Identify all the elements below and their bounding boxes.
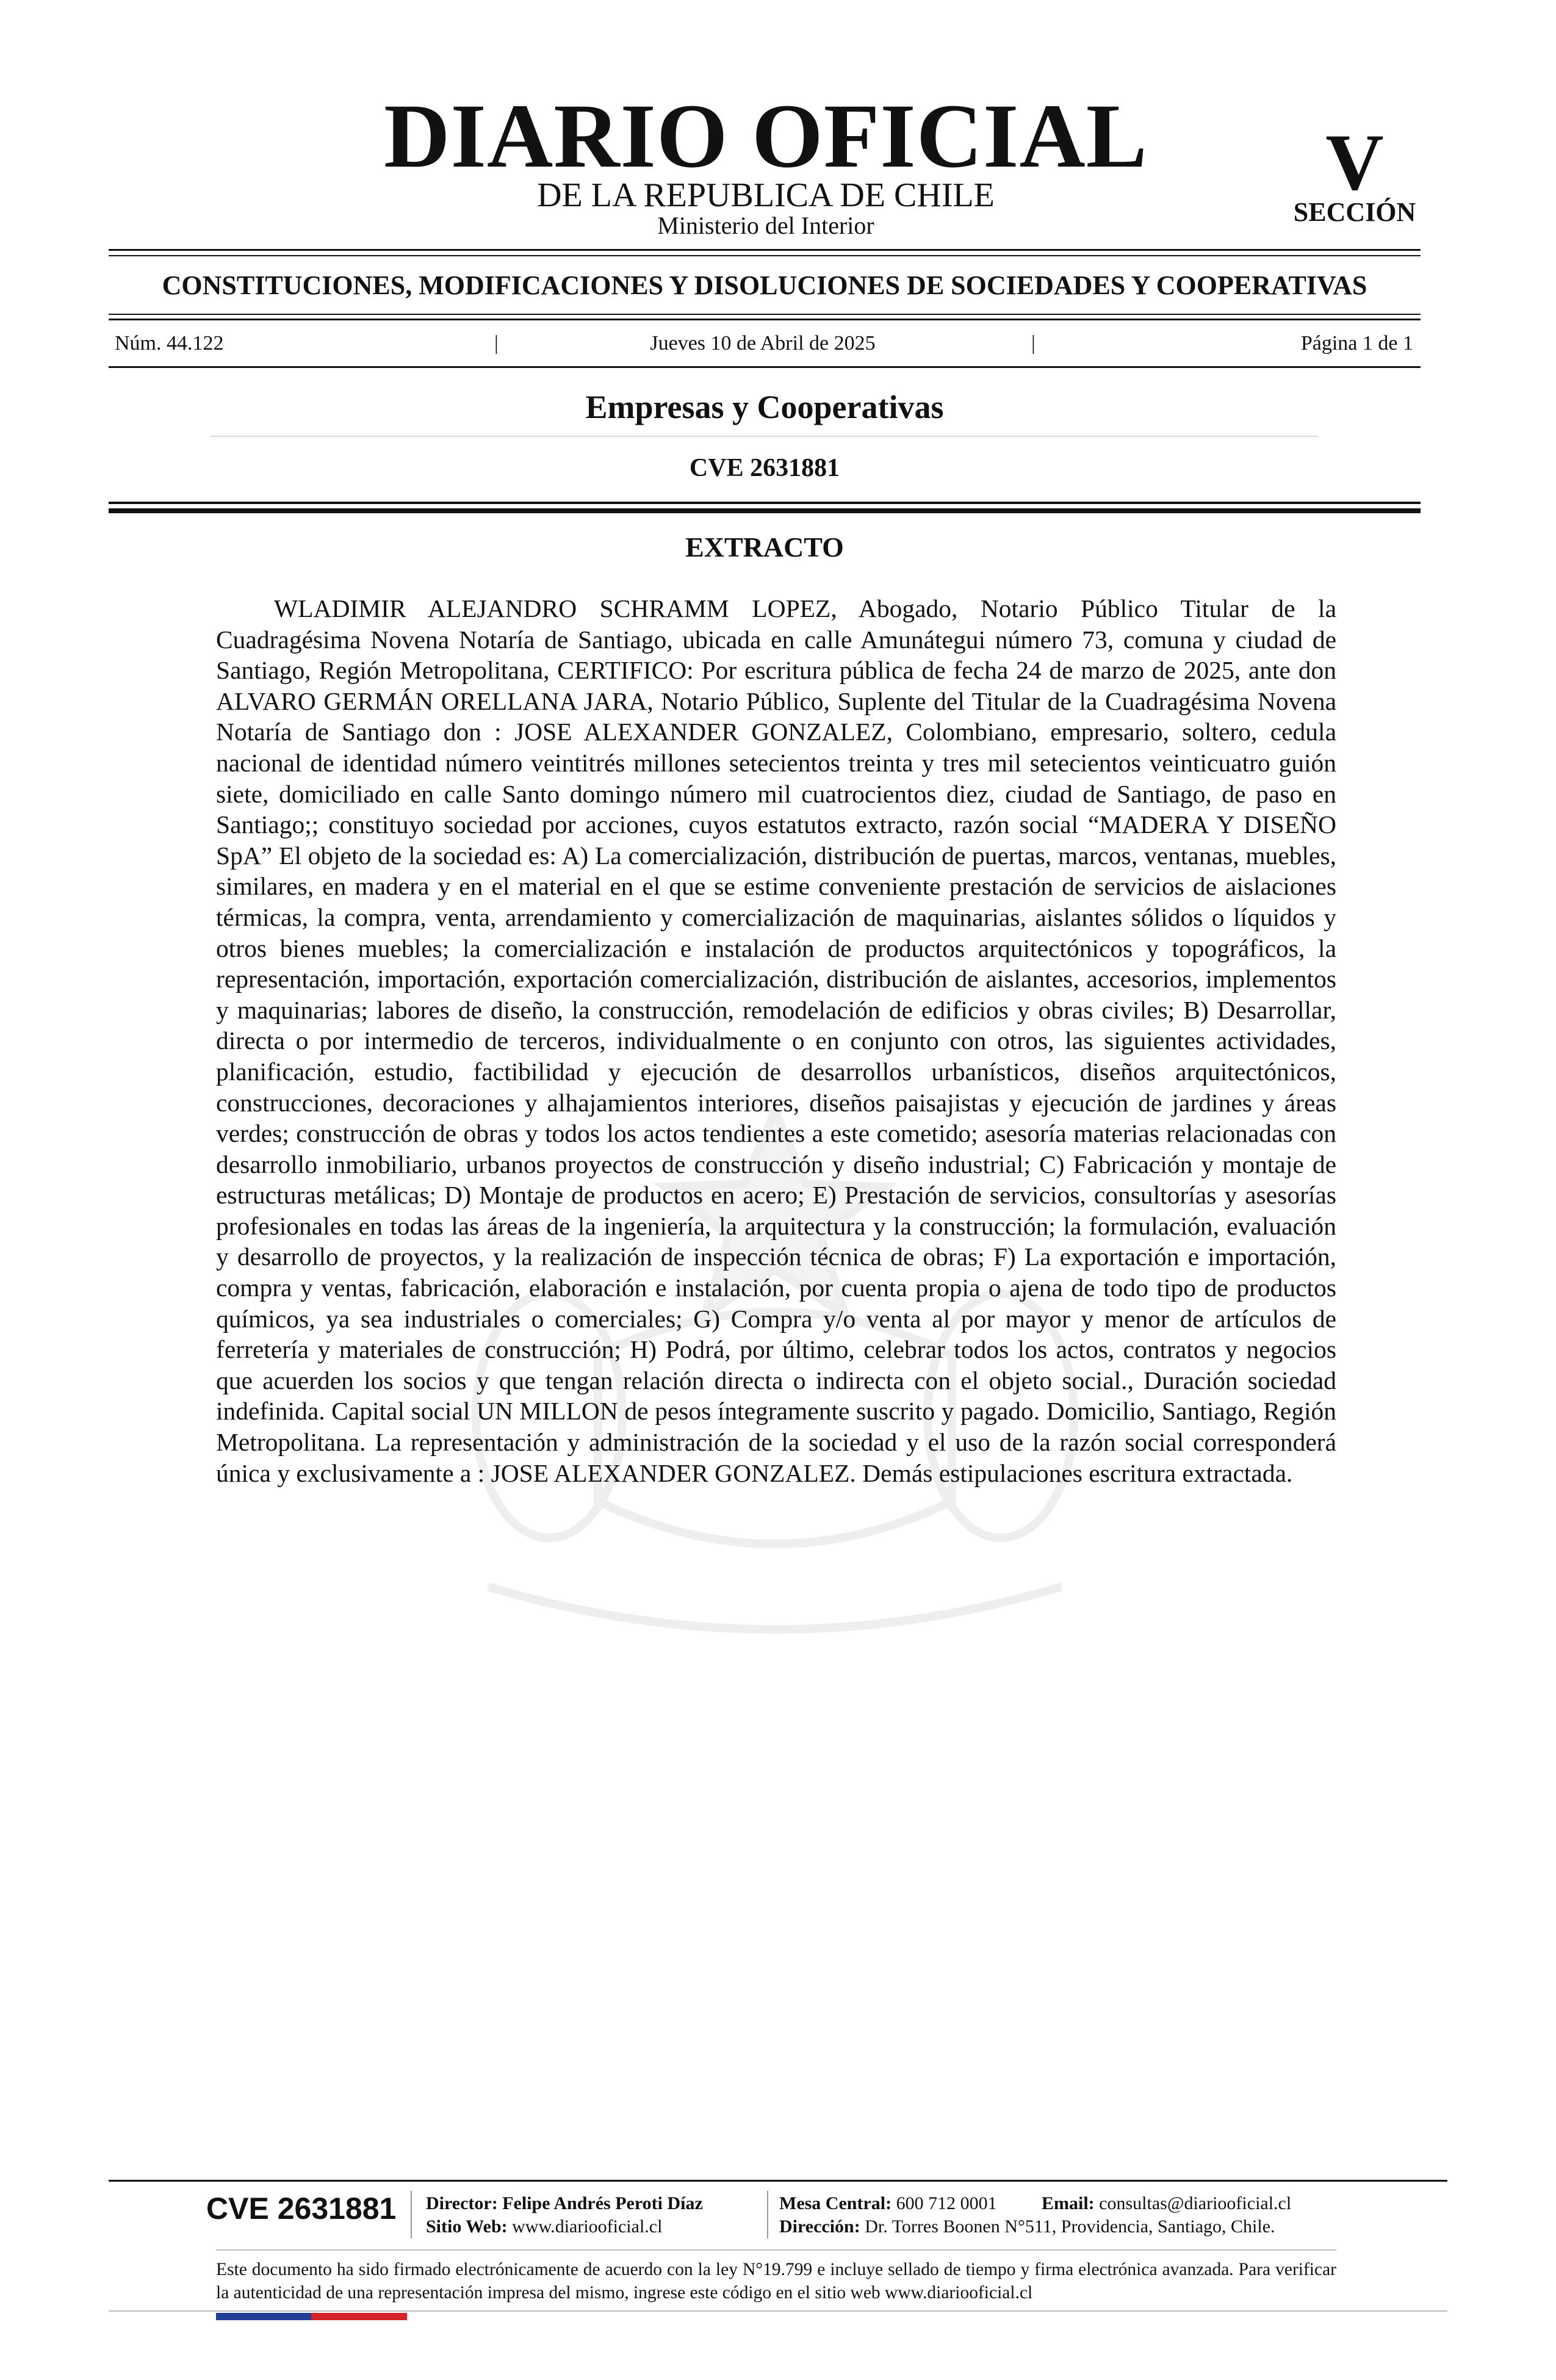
footer-phone [779,2194,997,2213]
email-label: Email: [1042,2193,1095,2213]
address-value: Dr. Torres Boonen N°511, Providencia, Santiago, Chile. [865,2216,1275,2237]
issue-number: Núm. 44.122 [115,332,224,355]
divider [109,508,1421,513]
issue-date: Jueves 10 de Abril de 2025 [650,332,876,355]
address-label: Dirección: [779,2216,860,2237]
section-letter: V [1325,117,1384,207]
divider [109,2180,1447,2182]
website-label: Sitio Web: [426,2216,508,2237]
divider [109,314,1421,315]
section-label: SECCIÓN [1293,197,1416,227]
section-banner: CONSTITUCIONES, MODIFICACIONES Y DISOLUCIONES DE SOCIEDADES Y COOPERATIVAS [162,270,1367,300]
divider [109,366,1421,368]
phone-value: 600 712 0001 [896,2193,997,2213]
category-title: Empresas y Cooperativas [585,389,944,425]
divider [211,436,1318,437]
divider [109,319,1421,320]
extract-body: WLADIMIR ALEJANDRO SCHRAMM LOPEZ, Abogado, Notario Público Titular de la Cuadragésima Novena Notaría de Santiago, ubicada en calle Amunátegui número 73, comuna y ciudad de Santiago, Región Metropolitana, CERTIFICO: Por escritura pública de fecha 24 de marzo de 2025, ante don ALVARO GERMÁN ORELLANA JARA, Notario Público, Suplente del Titular de la Cuadragésima Novena Notaría de Santiago don : JOSE ALEXANDER GONZALEZ, Colombiano, empresario, soltero, cedula nacional de identidad número veintitrés millones setecientos treinta y tres mil setecientos veinticuatro guión siete, domiciliado en calle Santo domingo número mil cuatrocientos diez, ciudad de Santiago, de paso en Santiago;; constituyo sociedad por acciones, cuyos estatutos extracto, razón social “MADERA Y DISEÑO SpA” El objeto de la sociedad es: A) La comercialización, distribución de puertas, marcos, ventanas, muebles, similares, en madera y en el material en el que se estime conveniente prestación de servicios de aislaciones térmicas, la compra, venta, arrendamiento y comercialización de maquinarias, aislantes sólidos o líquidos y otros bienes muebles; la comercialización e instalación de productos arquitectónicos y topográficos, la representación, importación, exportación comercialización, distribución de aislantes, accesorios, implementos y maquinarias; labores de diseño, la construcción, remodelación de edificios y obras civiles; B) Desarrollar, directa o por intermedio de terceros, individualmente o en conjunto con otros, las siguientes actividades, planificación, estudio, factibilidad y ejecución de desarrollos urbanísticos, diseños arquitectónicos, construcciones, decoraciones y alhajamientos interiores, diseños paisajistas y ejecución de jardines y áreas verdes; construcción de obras y todos los actos tendientes a este cometido; asesoría materias relacionadas con desarrollo inmobiliario, urbanos proyectos de construcción y diseño industrial; C) Fabricación y montaje de estructuras metálicas; D) Montaje de productos en acero; E) Prestación de servicios, consultorías y asesorías profesionales en todas las áreas de la ingeniería, la arquitectura y la construcción; la formulación, evaluación y desarrollo de proyectos, y la realización de inspección técnica de obras; F) La exportación e importación, compra y ventas, fabricación, elaboración e instalación, por cuenta propia o ajena de todo tipo de productos químicos, ya sea industriales o comerciales; G) Compra y/o venta al por mayor y menor de artículos de ferretería y materiales de construcción; H) Podrá, por último, celebrar todos los actos, contratos y negocios que acuerden los socios y que tengan relación directa o indirecta con el objeto social., Duración sociedad indefinida. Capital social UN MILLON de pesos íntegramente suscrito y pagado. Domicilio, Santiago, Región Metropolitana. La representación y administración de la sociedad y el uso de la razón social corresponderá única y exclusivamente a : JOSE ALEXANDER GONZALEZ. Demás estipulaciones escritura extractada. [216,594,1336,1487]
phone-label: Mesa Central: [779,2193,892,2213]
footer-cve-code: CVE 2631881 [206,2191,397,2226]
cve-code: CVE 2631881 [689,454,840,482]
divider [109,502,1421,504]
signature-note: Este documento ha sido firmado electrónicamente de acuerdo con la ley N°19.799 e incluye sellado de tiempo y firma electrónica avanzada. Para verificar la autenticidad de una representación impresa del mismo, ingrese este código en el sitio web www.diariooficial.cl [216,2260,1336,2302]
issue-separator: | [1031,332,1036,355]
masthead-subtitle: DE LA REPUBLICA DE CHILE [537,176,995,214]
issue-page: Página 1 de 1 [1300,332,1413,355]
masthead-title: DIARIO OFICIAL [384,85,1148,187]
divider [109,255,1421,256]
flag-red-segment [311,2313,407,2320]
divider [767,2191,768,2238]
director-label: Director: [426,2193,498,2213]
footer-address [779,2218,1275,2236]
footer-director [426,2194,703,2213]
flag-stripe [216,2313,407,2320]
divider [109,249,1421,251]
document-heading: EXTRACTO [685,532,844,563]
issue-separator: | [494,332,499,355]
flag-blue-segment [216,2313,311,2320]
footer-email [1042,2194,1291,2213]
director-name: Felipe Andrés Peroti Díaz [502,2193,703,2213]
masthead-ministry: Ministerio del Interior [657,212,874,239]
website-link[interactable]: www.diariooficial.cl [512,2216,663,2237]
divider [411,2191,412,2238]
email-link[interactable]: consultas@diariooficial.cl [1099,2193,1292,2213]
footer-website [426,2218,662,2236]
divider [109,2310,1447,2312]
divider [216,2249,1336,2251]
